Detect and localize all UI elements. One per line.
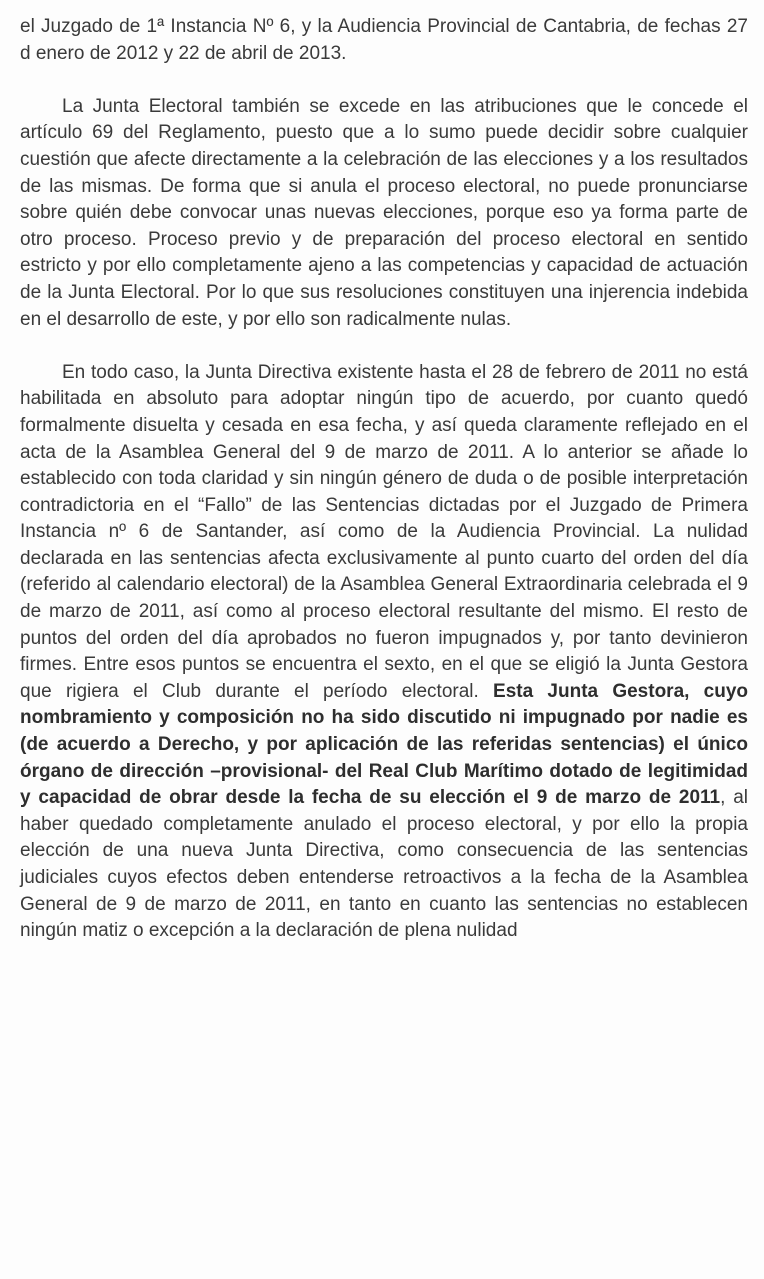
paragraph-3-text-a: En todo caso, la Junta Directiva existente hasta el 28 de febrero de 2011 no está habilitada en absoluto para adoptar ningún tipo de acuerdo, por cuanto quedó formalmente disuelta y cesada en esa fecha, y así queda claramente reflejado en el acta de la Asamblea General del 9 de marzo de 2011. A lo anterior se añade lo establecido con toda claridad y sin ningún género de duda o de posible interpretación contradictoria en el “Fallo” de las Sentencias dictadas por el Juzgado de Primera Instancia nº 6 de Santander, así como de la Audiencia Provincial. La nulidad declarada en las sentencias afecta exclusivamente al punto cuarto del orden del día (referido al calendario electoral) de la Asamblea General Extraordinaria celebrada el 9 de marzo de 2011, así como al proceso electoral resultante del mismo. El resto de puntos del orden del día aprobados no fueron impugnados y, por tanto devinieron firmes. Entre esos puntos se encuentra el sexto, en el que se eligió la Junta Gestora que rigiera el Club durante el período electoral.	[20, 361, 748, 702]
document-page	[20, 14, 748, 945]
paragraph-2-text: La Junta Electoral también se excede en las atribuciones que le concede el artículo 69 del Reglamento, puesto que a lo sumo puede decidir sobre cualquier cuestión que afecte directamente a la celebración de las elecciones y a los resultados de las mismas. De forma que si anula el proceso electoral, no puede pronunciarse sobre quién debe convocar unas nuevas elecciones, porque eso ya forma parte de otro proceso. Proceso previo y de preparación del proceso electoral en sentido estricto y por ello completamente ajeno a las competencias y capacidad de actuación de la Junta Electoral. Por lo que sus resoluciones constituyen una injerencia indebida en el desarrollo de este, y por ello son radicalmente nulas.	[20, 95, 748, 330]
paragraph-3-text-b: , al haber quedado completamente anulado el proceso electoral, y por ello la propia elección de una nueva Junta Directiva, como consecuencia de las sentencias judiciales cuyos efectos deben entenderse retroactivos a la fecha de la Asamblea General de 9 de marzo de 2011, en tanto en cuanto las sentencias no establecen ningún matiz o excepción a la declaración de plena nulidad	[20, 787, 748, 942]
paragraph-1	[20, 14, 748, 67]
paragraph-3	[20, 360, 748, 945]
paragraph-2	[20, 94, 748, 333]
paragraph-3-bold-text: Esta Junta Gestora, cuyo nombramiento y composición no ha sido discutido ni impugnado por nadie es (de acuerdo a Derecho, y por aplicación de las referidas sentencias) el único órgano de dirección –provisional- del Real Club Marítimo dotado de legitimidad y capacidad de obrar desde la fecha de su elección el 9 de marzo de 2011	[20, 680, 749, 809]
paragraph-1-text: el Juzgado de 1ª Instancia Nº 6, y la Audiencia Provincial de Cantabria, de fechas 27 d enero de 2012 y 22 de abril de 2013.	[20, 16, 748, 64]
